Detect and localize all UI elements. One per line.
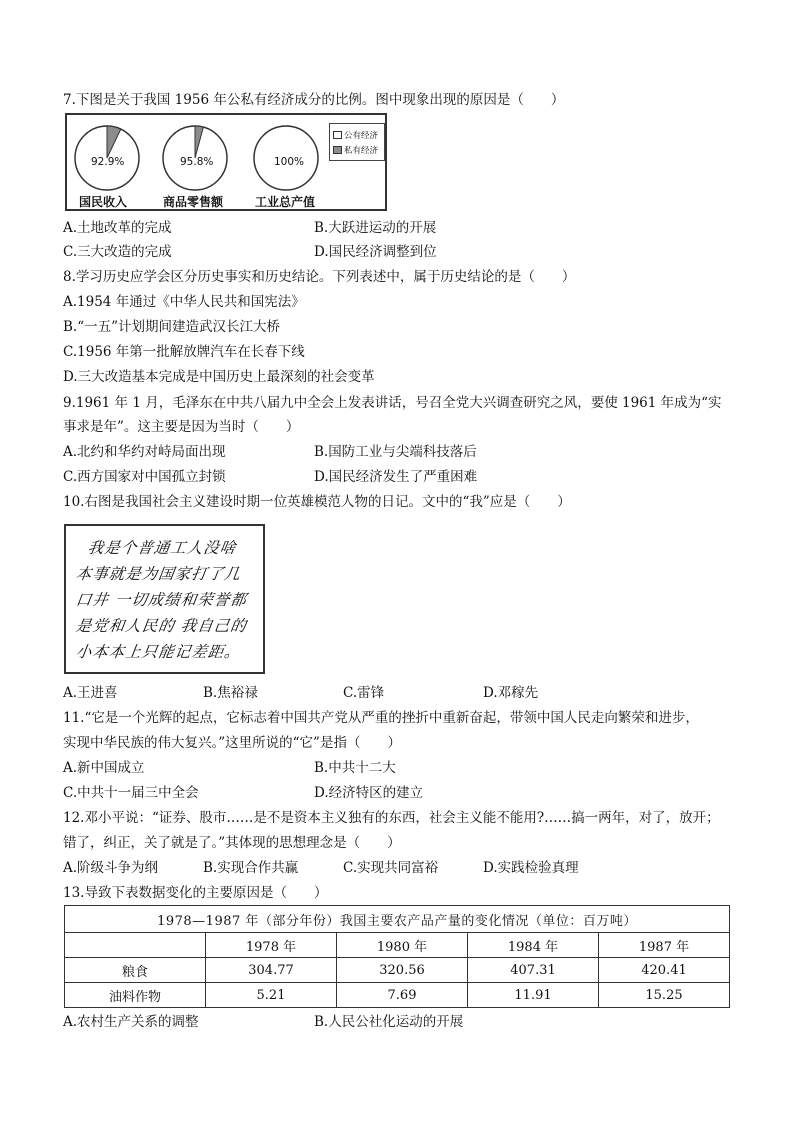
pie-3-label: 工业总产值 xyxy=(255,195,316,209)
q8-option-b: B.“一五”计划期间建造武汉长江大桥 xyxy=(63,319,281,335)
table-cell: 11.91 xyxy=(468,983,599,1008)
table-cell: 407.31 xyxy=(468,958,599,983)
table-cell: 420.41 xyxy=(599,958,730,983)
row-name: 油料作物 xyxy=(65,983,206,1008)
table-header-row xyxy=(65,933,730,958)
q11-option-c: C.中共十一届三中全会 xyxy=(63,785,199,801)
table-header-year: 1978 年 xyxy=(206,933,337,958)
q7-stem: 7.下图是关于我国 1956 年公私有经济成分的比例。图中现象出现的原因是（ ） xyxy=(63,92,565,108)
legend-public-swatch xyxy=(333,131,342,139)
pie-2-label: 商品零售额 xyxy=(163,195,224,209)
q8-stem: 8.学习历史应学会区分历史事实和历史结论。下列表述中，属于历史结论的是（ ） xyxy=(63,269,576,285)
q11-stem-line2: 实现中华民族的伟大复兴。”这里所说的“它”是指（ ） xyxy=(63,735,401,751)
table-cell: 5.21 xyxy=(206,983,337,1008)
q9-option-c: C.西方国家对中国孤立封锁 xyxy=(63,469,226,485)
public-private-pie-figure xyxy=(65,113,387,211)
diary-line-3: 口井 一切成绩和荣誉都 xyxy=(74,591,249,609)
diary-line-1: 我是个普通工人没啥 xyxy=(86,539,238,557)
legend-public xyxy=(333,129,378,141)
q12-option-a: A.阶级斗争为纲 xyxy=(63,860,159,876)
table-header-year: 1980 年 xyxy=(337,933,468,958)
q10-option-d: D.邓稼先 xyxy=(483,685,539,701)
q11-option-b: B.中共十二大 xyxy=(314,760,396,776)
q8-option-c: C.1956 年第一批解放牌汽车在长春下线 xyxy=(63,344,305,360)
q11-option-d: D.经济特区的建立 xyxy=(314,785,424,801)
table-header-year: 1984 年 xyxy=(468,933,599,958)
row-name: 粮食 xyxy=(65,958,206,983)
pie-3-pct: 100% xyxy=(274,156,305,168)
q9-option-b: B.国防工业与尖端科技落后 xyxy=(314,444,477,460)
diary-line-2: 本事就是为国家打了几 xyxy=(74,565,243,583)
q10-option-c: C.雷锋 xyxy=(343,685,385,701)
diary-image xyxy=(64,524,265,674)
legend-private-swatch xyxy=(333,146,342,154)
table-cell: 15.25 xyxy=(599,983,730,1008)
q9-option-d: D.国民经济发生了严重困难 xyxy=(314,469,478,485)
q12-stem-line1: 12.邓小平说：“证券、股市……是不是资本主义独有的东西，社会主义能不能用?……搞一两年，对了，放开； xyxy=(63,810,720,826)
q13-stem: 13.导致下表数据变化的主要原因是（ ） xyxy=(63,885,328,901)
q12-stem-line2: 错了，纠正，关了就是了。”其体现的思想理念是（ ） xyxy=(63,835,401,851)
table-header-blank xyxy=(65,933,206,958)
q11-stem-line1: 11.“它是一个光辉的起点，它标志着中国共产党从严重的挫折中重新奋起，带领中国人民走向繁荣和进步， xyxy=(63,710,699,726)
q8-option-d: D.三大改造基本完成是中国历史上最深刻的社会变革 xyxy=(63,369,375,385)
table-caption-row xyxy=(65,906,730,933)
q10-stem: 10.右图是我国社会主义建设时期一位英雄模范人物的日记。文中的“我”应是（ ） xyxy=(63,494,571,510)
table-row xyxy=(65,983,730,1008)
q9-option-a: A.北约和华约对峙局面出现 xyxy=(63,444,226,460)
legend-private xyxy=(333,144,378,156)
table-cell: 320.56 xyxy=(337,958,468,983)
pie-1-pct: 92.9% xyxy=(91,156,125,168)
pie-1-label: 国民收入 xyxy=(79,195,128,209)
q13-option-a: A.农村生产关系的调整 xyxy=(63,1014,199,1030)
q7-option-a: A.土地改革的完成 xyxy=(63,220,172,236)
q8-option-a: A.1954 年通过《中华人民共和国宪法》 xyxy=(63,294,305,310)
table-cell: 304.77 xyxy=(206,958,337,983)
pie-2-pct: 95.8% xyxy=(180,156,214,168)
q11-option-a: A.新中国成立 xyxy=(63,760,145,776)
q10-option-a: A.王进喜 xyxy=(63,685,118,701)
diary-line-4: 是党和人民的 我自己的 xyxy=(74,617,249,635)
q10-option-b: B.焦裕禄 xyxy=(203,685,258,701)
table-caption: 1978—1987 年（部分年份）我国主要农产品产量的变化情况（单位：百万吨） xyxy=(65,906,730,933)
q7-option-d: D.国民经济调整到位 xyxy=(314,244,437,260)
table-header-year: 1987 年 xyxy=(599,933,730,958)
production-table xyxy=(64,905,730,1008)
legend-private-text: 私有经济 xyxy=(344,146,379,156)
q12-option-c: C.实现共同富裕 xyxy=(343,860,439,876)
q12-option-b: B.实现合作共赢 xyxy=(203,860,299,876)
q13-option-b: B.人民公社化运动的开展 xyxy=(314,1014,464,1030)
legend-public-text: 公有经济 xyxy=(344,131,379,141)
q9-stem-line1: 9.1961 年 1 月，毛泽东在中共八届九中全会上发表讲话，号召全党大兴调查研究之风，要使 1961 年成为“实 xyxy=(63,395,722,411)
q9-stem-line2: 事求是年”。这主要是因为当时（ ） xyxy=(63,419,300,435)
q7-option-b: B.大跃进运动的开展 xyxy=(314,220,437,236)
q7-option-c: C.三大改造的完成 xyxy=(63,244,172,260)
table-row xyxy=(65,958,730,983)
pie-legend xyxy=(329,123,385,161)
q12-option-d: D.实践检验真理 xyxy=(483,860,579,876)
table-cell: 7.69 xyxy=(337,983,468,1008)
diary-line-5: 小本本上只能记差距。 xyxy=(74,643,243,661)
